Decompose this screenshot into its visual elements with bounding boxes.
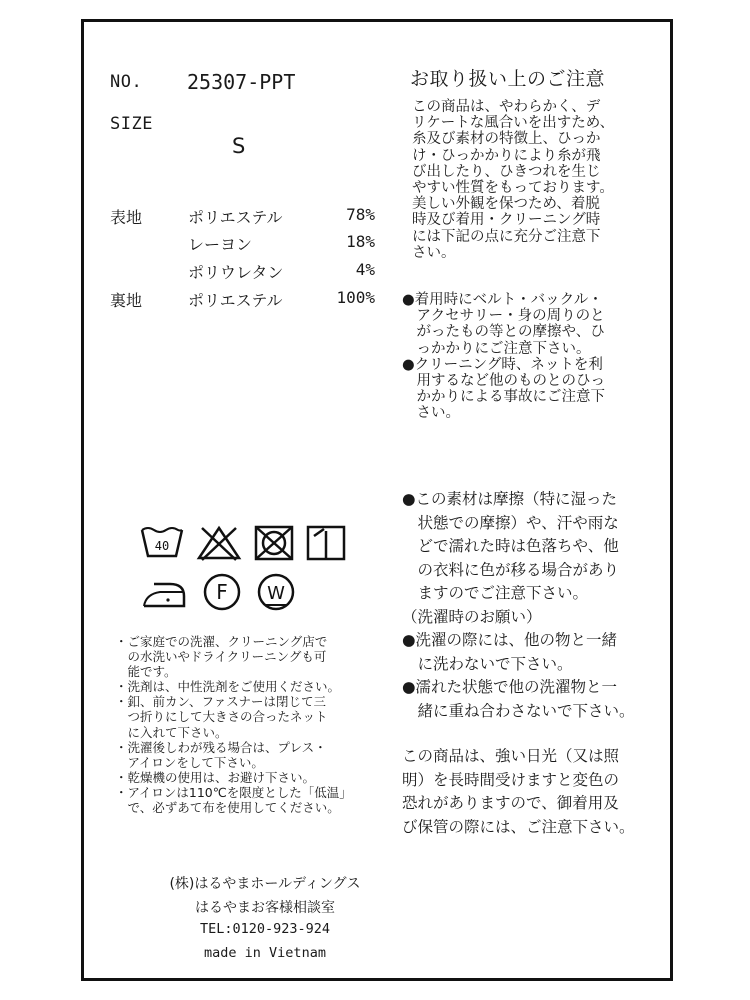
dry-clean-f-icon (201, 572, 243, 612)
fabric-row (110, 232, 375, 254)
fabric-material: ポリエステル (188, 291, 283, 310)
fabric-material: ポリウレタン (188, 263, 284, 282)
fabric-material: レーヨン (188, 235, 253, 254)
no-bleach-icon (196, 524, 242, 562)
handling-intro: この商品は、やわらかく、デ リケートな風合いを出すため、 糸及び素材の特徴上、ひっか け・ひっかかりにより糸が飛 び出したり、ひきつれを生じ やすい性質をもっております。 美しい外観を保つため、着脱 時及び着用・クリーニング時 には下記の点に充分ご注意下 さい。 (412, 99, 615, 261)
handling-title: お取り扱い上のご注意 (410, 68, 606, 90)
fabric-percent: 100% (336, 288, 375, 307)
support-desk: はるやまお客様相談室 (195, 900, 335, 916)
fabric-row (110, 288, 375, 310)
fabric-percent: 18% (346, 232, 375, 251)
line-dry-icon (305, 524, 347, 562)
care-notes: ・ご家庭での洗濯、クリーニング店で の水洗いやドライクリーニングも可 能です。 ・洗剤は、中性洗剤をご使用ください。 ・釦、前カン、ファスナーは閉じて三 つ折りにして大きさの合ったネット に入れて下さい。 ・洗濯後しわが残る場合は、プレス・ アイロンをして下さい。 ・乾燥機の使用は、お避け下さい。 ・アイロンは110℃を限度とした「低温」 で、必ずあて布を使用してください。 (115, 634, 352, 816)
wash-temp: 40 (154, 539, 170, 553)
size-value: S (232, 134, 246, 158)
handling-cautions: ●着用時にベルト・バックル・ アクセサリー・身の周りのと がったもの等との摩擦や、ひ っかかりにご注意下さい。 ●クリーニング時、ネットを利 用するなど他のものとのひっ かかりによる事故にご注意下 さい。 (402, 292, 605, 422)
company-name: (株)はるやまホールディングス (169, 876, 361, 892)
product-number-value: 25307-PPT (187, 70, 296, 94)
fabric-percent: 4% (355, 260, 375, 279)
fabric-part: 表地 (110, 208, 143, 227)
iron-low-icon (140, 576, 188, 612)
fabric-part: 裏地 (110, 291, 143, 310)
dry-clean-letter: F (216, 580, 228, 604)
fabric-row (110, 205, 375, 227)
size-label: SIZE (110, 114, 153, 134)
product-number-label: NO. (110, 72, 143, 92)
fabric-percent: 78% (346, 205, 375, 224)
wet-clean-w-icon (255, 572, 297, 612)
phone-number: TEL:0120-923-924 (199, 921, 331, 937)
country-of-origin: made in Vietnam (204, 945, 326, 961)
no-tumble-dry-icon (253, 524, 295, 562)
sunlight-caution: この商品は、強い日光（又は照 明）を長時間受けますと変色の 恐れがありますので、御着用及 び保管の際には、ご注意下さい。 (402, 747, 635, 836)
wet-clean-letter: W (267, 583, 285, 604)
fabric-row (110, 260, 375, 282)
fabric-material: ポリエステル (188, 208, 283, 227)
wash-40-icon (140, 524, 184, 560)
fabric-cautions: ●この素材は摩擦（特に湿った 状態での摩擦）や、汗や雨な どで濡れた時は色落ちや、他 の衣料に色が移る場合があり ますのでご注意下さい。 （洗濯時のお願い） ●洗濯の際には、他の物と一緒 に洗わないで下さい。 ●濡れた状態で他の洗濯物と一 緒に重ね合わさないで下さい。 (402, 490, 635, 720)
